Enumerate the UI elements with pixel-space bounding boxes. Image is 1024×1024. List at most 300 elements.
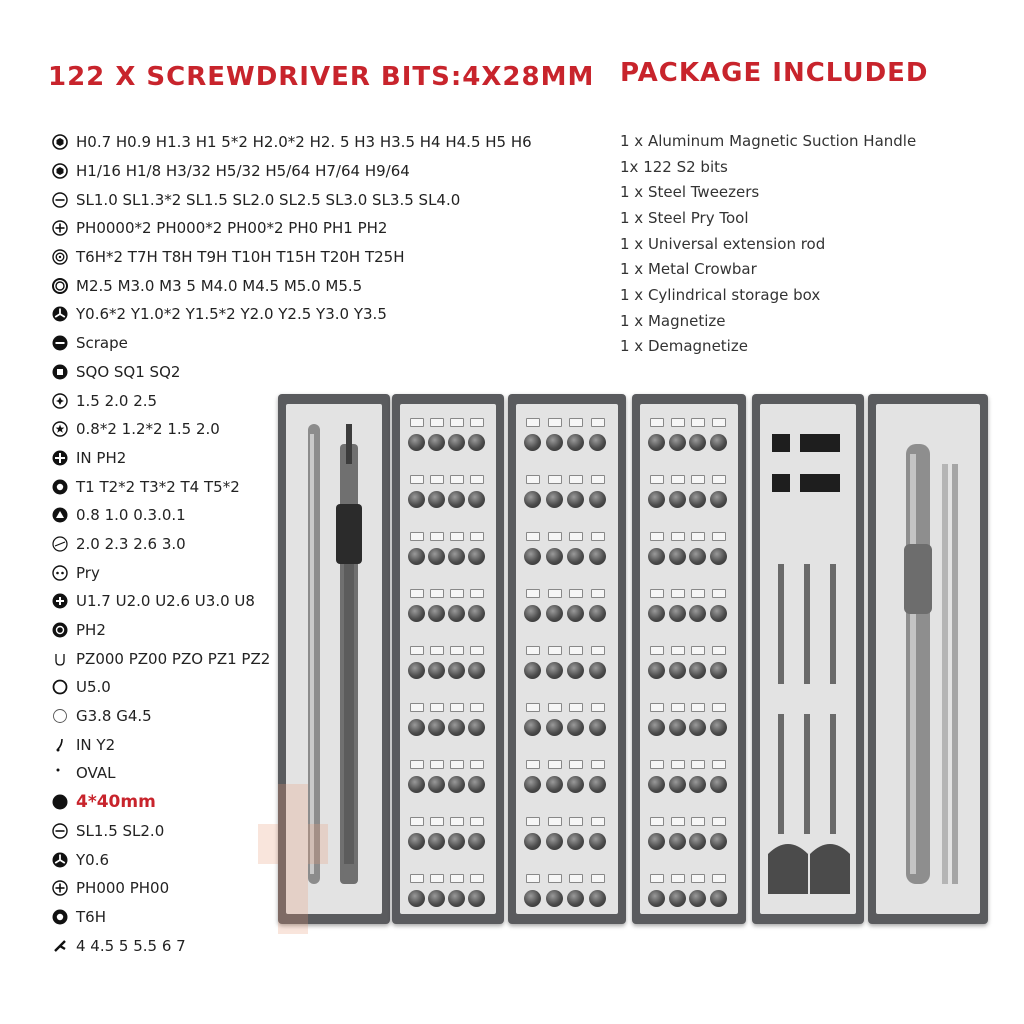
tri-wing-icon bbox=[52, 852, 68, 868]
bit-type-text: U5.0 bbox=[76, 678, 111, 697]
bit-slot bbox=[669, 605, 686, 622]
bit-label-slot bbox=[430, 475, 444, 484]
bit-slot bbox=[524, 605, 541, 622]
bit-slot bbox=[408, 719, 425, 736]
bit-label-slot bbox=[470, 418, 484, 427]
bit-slot bbox=[567, 548, 584, 565]
bit-slot bbox=[448, 776, 465, 793]
bit-slot bbox=[710, 833, 727, 850]
kit-photo bbox=[278, 386, 998, 946]
bit-slot bbox=[428, 833, 445, 850]
nut-icon bbox=[52, 278, 68, 294]
bit-slot bbox=[428, 719, 445, 736]
bit-slot bbox=[710, 890, 727, 907]
bit-slot bbox=[689, 833, 706, 850]
bit-label-slot bbox=[450, 589, 464, 598]
bit-type-text: PH0000*2 PH000*2 PH00*2 PH0 PH1 PH2 bbox=[76, 219, 388, 238]
bit-slot bbox=[648, 605, 665, 622]
bit-label-slot bbox=[671, 817, 685, 826]
star-icon bbox=[52, 421, 68, 437]
bit-label-slot bbox=[526, 475, 540, 484]
bit-label-slot bbox=[691, 475, 705, 484]
bit-slot bbox=[689, 434, 706, 451]
watermark-icon bbox=[258, 784, 328, 934]
bit-label-slot bbox=[671, 874, 685, 883]
bit-slot bbox=[448, 605, 465, 622]
package-list bbox=[620, 128, 916, 359]
bit-type-text: Y0.6 bbox=[76, 850, 110, 869]
bit-slot bbox=[689, 776, 706, 793]
bit-label-slot bbox=[569, 760, 583, 769]
bit-type-text: PZ000 PZ00 PZO PZ1 PZ2 bbox=[76, 649, 271, 668]
bit-label-slot bbox=[569, 703, 583, 712]
bit-label-slot bbox=[526, 532, 540, 541]
bit-label-slot bbox=[712, 475, 726, 484]
tri-wing-icon bbox=[52, 306, 68, 322]
bit-label-slot bbox=[650, 418, 664, 427]
bit-type-text: SQO SQ1 SQ2 bbox=[76, 362, 181, 381]
bit-slot bbox=[428, 662, 445, 679]
bit-type-text: 4 4.5 5 5.5 6 7 bbox=[76, 936, 186, 955]
package-item: 1 x Magnetize bbox=[620, 311, 726, 330]
bit-label-slot bbox=[691, 760, 705, 769]
bit-type-text: G3.8 G4.5 bbox=[76, 707, 152, 726]
bit-slot bbox=[524, 776, 541, 793]
torx-icon bbox=[52, 909, 68, 925]
bit-label-slot bbox=[526, 817, 540, 826]
bit-label-slot bbox=[712, 874, 726, 883]
bit-slot bbox=[546, 833, 563, 850]
package-item: 1 x Cylindrical storage box bbox=[620, 285, 821, 304]
bit-label-slot bbox=[548, 760, 562, 769]
tray-handle bbox=[876, 404, 980, 914]
bit-label-slot bbox=[650, 874, 664, 883]
bit-type-row bbox=[52, 271, 592, 300]
bit-label-slot bbox=[430, 817, 444, 826]
bit-slot bbox=[689, 719, 706, 736]
bit-slot bbox=[408, 662, 425, 679]
bit-type-text: 0.8*2 1.2*2 1.5 2.0 bbox=[76, 420, 220, 439]
pry-icon bbox=[52, 565, 68, 581]
bit-label-slot bbox=[591, 475, 605, 484]
panel-handle bbox=[868, 394, 988, 924]
package-title: PACKAGE INCLUDED bbox=[620, 58, 929, 88]
bit-label-slot bbox=[691, 418, 705, 427]
bit-label-slot bbox=[650, 532, 664, 541]
bit-label-slot bbox=[470, 817, 484, 826]
bit-type-text: U1.7 U2.0 U2.6 U3.0 U8 bbox=[76, 592, 255, 611]
bit-label-slot bbox=[591, 646, 605, 655]
bit-label-slot bbox=[548, 475, 562, 484]
bit-slot bbox=[468, 662, 485, 679]
bit-label-slot bbox=[650, 703, 664, 712]
bit-type-text: OVAL bbox=[76, 764, 116, 783]
bit-slot bbox=[428, 434, 445, 451]
bit-label-slot bbox=[450, 760, 464, 769]
bit-type-row bbox=[52, 300, 592, 329]
bit-type-text: Scrape bbox=[76, 334, 128, 353]
bit-type-text: PH2 bbox=[76, 621, 106, 640]
panel-bits-2 bbox=[508, 394, 626, 924]
bit-slot bbox=[546, 491, 563, 508]
bit-slot bbox=[408, 605, 425, 622]
bit-slot bbox=[567, 491, 584, 508]
bit-slot bbox=[546, 434, 563, 451]
bit-slot bbox=[648, 662, 665, 679]
phillips-icon bbox=[52, 220, 68, 236]
bit-slot bbox=[546, 890, 563, 907]
bit-label-slot bbox=[650, 817, 664, 826]
bit-label-slot bbox=[526, 760, 540, 769]
bit-label-slot bbox=[548, 589, 562, 598]
bit-slot bbox=[669, 776, 686, 793]
bit-label-slot bbox=[569, 418, 583, 427]
bit-slot bbox=[648, 548, 665, 565]
cross-icon bbox=[52, 450, 68, 466]
bit-slot bbox=[589, 833, 606, 850]
bit-label-slot bbox=[410, 760, 424, 769]
bit-label-slot bbox=[450, 703, 464, 712]
wrench-icon bbox=[52, 938, 68, 954]
bit-label-slot bbox=[591, 874, 605, 883]
hex-icon bbox=[52, 163, 68, 179]
bit-label-slot bbox=[671, 532, 685, 541]
bit-label-slot bbox=[548, 646, 562, 655]
panel-bits-3 bbox=[632, 394, 746, 924]
bit-label-slot bbox=[526, 874, 540, 883]
bit-label-slot bbox=[671, 475, 685, 484]
bit-slot bbox=[546, 605, 563, 622]
u-shape-icon bbox=[52, 651, 68, 667]
bit-slot bbox=[710, 434, 727, 451]
bit-label-slot bbox=[410, 703, 424, 712]
bit-type-row bbox=[52, 128, 592, 157]
bit-label-slot bbox=[671, 589, 685, 598]
bit-label-slot bbox=[569, 475, 583, 484]
bit-slot bbox=[448, 833, 465, 850]
slotted-icon bbox=[52, 192, 68, 208]
bit-label-slot bbox=[526, 589, 540, 598]
phillips-icon bbox=[52, 880, 68, 896]
bit-label-slot bbox=[548, 532, 562, 541]
bit-label-slot bbox=[650, 646, 664, 655]
bit-slot bbox=[648, 890, 665, 907]
bit-slot bbox=[710, 719, 727, 736]
bit-label-slot bbox=[450, 874, 464, 883]
bit-label-slot bbox=[712, 817, 726, 826]
bit-slot bbox=[524, 833, 541, 850]
package-item: 1x 122 S2 bits bbox=[620, 157, 728, 176]
tray-bits-2 bbox=[516, 404, 618, 914]
bit-label-slot bbox=[548, 874, 562, 883]
bit-slot bbox=[648, 491, 665, 508]
torx-icon bbox=[52, 479, 68, 495]
bit-slot bbox=[648, 833, 665, 850]
bit-slot bbox=[589, 605, 606, 622]
bit-slot bbox=[428, 890, 445, 907]
dot-icon bbox=[52, 765, 68, 781]
bit-slot bbox=[448, 548, 465, 565]
bit-slot bbox=[669, 833, 686, 850]
bit-slot bbox=[589, 491, 606, 508]
package-item: 1 x Demagnetize bbox=[620, 337, 748, 356]
bit-type-row bbox=[52, 157, 592, 186]
bit-label-slot bbox=[410, 817, 424, 826]
bit-slot bbox=[468, 605, 485, 622]
bit-slot bbox=[408, 776, 425, 793]
bit-label-slot bbox=[450, 418, 464, 427]
bit-label-slot bbox=[569, 532, 583, 541]
bit-slot bbox=[648, 434, 665, 451]
bit-label-slot bbox=[430, 874, 444, 883]
package-item: 1 x Steel Tweezers bbox=[620, 183, 760, 202]
bit-slot bbox=[468, 548, 485, 565]
bit-slot bbox=[546, 662, 563, 679]
bit-slot bbox=[468, 491, 485, 508]
bit-slot bbox=[468, 890, 485, 907]
square-icon bbox=[52, 364, 68, 380]
u-bit-icon bbox=[52, 593, 68, 609]
bit-type-text: SL1.5 SL2.0 bbox=[76, 821, 165, 840]
bit-label-slot bbox=[591, 703, 605, 712]
bit-slot bbox=[689, 548, 706, 565]
package-item: 1 x Steel Pry Tool bbox=[620, 208, 749, 227]
bit-type-text: Pry bbox=[76, 563, 100, 582]
bit-slot bbox=[524, 662, 541, 679]
hex-icon bbox=[52, 134, 68, 150]
thin-ring-icon bbox=[52, 708, 68, 724]
bit-slot bbox=[648, 776, 665, 793]
bit-slot bbox=[669, 491, 686, 508]
filled-circle-icon bbox=[52, 794, 68, 810]
bit-slot bbox=[428, 548, 445, 565]
bit-slot bbox=[524, 719, 541, 736]
bit-label-slot bbox=[591, 418, 605, 427]
bit-label-slot bbox=[470, 703, 484, 712]
bit-label-slot bbox=[410, 475, 424, 484]
bit-type-text: T6H*2 T7H T8H T9H T10H T15H T20H T25H bbox=[76, 248, 405, 267]
bit-label-slot bbox=[410, 874, 424, 883]
bit-slot bbox=[648, 719, 665, 736]
bit-slot bbox=[408, 491, 425, 508]
bit-label-slot bbox=[712, 646, 726, 655]
bit-label-slot bbox=[650, 760, 664, 769]
bit-label-slot bbox=[671, 760, 685, 769]
bit-type-text: H1/16 H1/8 H3/32 H5/32 H5/64 H7/64 H9/64 bbox=[76, 162, 410, 181]
bit-slot bbox=[468, 776, 485, 793]
bit-slot bbox=[567, 890, 584, 907]
bit-slot bbox=[710, 776, 727, 793]
bit-label-slot bbox=[410, 418, 424, 427]
bit-slot bbox=[428, 491, 445, 508]
bit-label-slot bbox=[410, 532, 424, 541]
bit-label-slot bbox=[650, 589, 664, 598]
bit-type-text: T1 T2*2 T3*2 T4 T5*2 bbox=[76, 477, 240, 496]
bit-label-slot bbox=[526, 646, 540, 655]
bit-label-slot bbox=[548, 817, 562, 826]
bit-label-slot bbox=[410, 589, 424, 598]
curve-icon bbox=[52, 737, 68, 753]
bit-type-text: SL1.0 SL1.3*2 SL1.5 SL2.0 SL2.5 SL3.0 SL3.5 SL4.0 bbox=[76, 190, 461, 209]
bit-slot bbox=[710, 605, 727, 622]
bit-label-slot bbox=[691, 703, 705, 712]
bit-label-slot bbox=[591, 760, 605, 769]
package-item: 1 x Aluminum Magnetic Suction Handle bbox=[620, 131, 917, 150]
bit-slot bbox=[428, 605, 445, 622]
bit-type-text: 4*40mm bbox=[76, 792, 156, 813]
bit-label-slot bbox=[691, 532, 705, 541]
package-item: 1 x Metal Crowbar bbox=[620, 260, 757, 279]
bit-label-slot bbox=[526, 418, 540, 427]
bit-slot bbox=[567, 719, 584, 736]
bit-label-slot bbox=[548, 418, 562, 427]
bit-slot bbox=[710, 491, 727, 508]
bit-label-slot bbox=[410, 646, 424, 655]
bit-type-text: Y0.6*2 Y1.0*2 Y1.5*2 Y2.0 Y2.5 Y3.0 Y3.5 bbox=[76, 305, 387, 324]
bit-type-text: 0.8 1.0 0.3.0.1 bbox=[76, 506, 186, 525]
bit-label-slot bbox=[526, 703, 540, 712]
bit-slot bbox=[669, 548, 686, 565]
bit-label-slot bbox=[430, 418, 444, 427]
bit-label-slot bbox=[691, 817, 705, 826]
bit-label-slot bbox=[691, 646, 705, 655]
bit-slot bbox=[524, 548, 541, 565]
bit-slot bbox=[710, 662, 727, 679]
bit-label-slot bbox=[569, 589, 583, 598]
bit-slot bbox=[448, 491, 465, 508]
bit-label-slot bbox=[671, 703, 685, 712]
bit-slot bbox=[448, 662, 465, 679]
bit-slot bbox=[524, 434, 541, 451]
bit-type-row bbox=[52, 329, 592, 358]
triangle-icon bbox=[52, 507, 68, 523]
long-bits-icon bbox=[760, 404, 856, 914]
bit-slot bbox=[448, 434, 465, 451]
bit-label-slot bbox=[650, 475, 664, 484]
bit-label-slot bbox=[671, 646, 685, 655]
bit-slot bbox=[567, 833, 584, 850]
bit-slot bbox=[689, 890, 706, 907]
bit-slot bbox=[408, 434, 425, 451]
bit-slot bbox=[448, 890, 465, 907]
bit-slot bbox=[567, 605, 584, 622]
ph2-icon bbox=[52, 622, 68, 638]
bit-label-slot bbox=[591, 817, 605, 826]
bit-type-text: PH000 PH00 bbox=[76, 879, 170, 898]
bit-slot bbox=[689, 491, 706, 508]
tray-bits-1 bbox=[400, 404, 496, 914]
bit-slot bbox=[589, 776, 606, 793]
bit-slot bbox=[546, 548, 563, 565]
bit-type-row bbox=[52, 243, 592, 272]
bit-label-slot bbox=[712, 760, 726, 769]
bit-label-slot bbox=[450, 532, 464, 541]
bit-slot bbox=[669, 434, 686, 451]
bit-slot bbox=[524, 890, 541, 907]
bit-label-slot bbox=[470, 532, 484, 541]
bit-slot bbox=[567, 662, 584, 679]
bit-slot bbox=[710, 548, 727, 565]
bit-slot bbox=[546, 719, 563, 736]
bit-label-slot bbox=[430, 589, 444, 598]
bit-slot bbox=[669, 719, 686, 736]
bit-slot bbox=[669, 890, 686, 907]
bit-label-slot bbox=[430, 646, 444, 655]
bit-slot bbox=[589, 434, 606, 451]
tray-precision-bits bbox=[760, 404, 856, 914]
bit-slot bbox=[689, 605, 706, 622]
bit-slot bbox=[468, 719, 485, 736]
bit-label-slot bbox=[691, 874, 705, 883]
bit-label-slot bbox=[430, 703, 444, 712]
bit-label-slot bbox=[548, 703, 562, 712]
bit-slot bbox=[524, 491, 541, 508]
bit-slot bbox=[468, 833, 485, 850]
bit-label-slot bbox=[712, 532, 726, 541]
bit-label-slot bbox=[470, 874, 484, 883]
bit-label-slot bbox=[569, 646, 583, 655]
pentalobe-icon bbox=[52, 393, 68, 409]
bit-label-slot bbox=[430, 760, 444, 769]
bit-label-slot bbox=[712, 589, 726, 598]
bit-label-slot bbox=[712, 703, 726, 712]
bit-label-slot bbox=[569, 874, 583, 883]
slotted-icon bbox=[52, 823, 68, 839]
bit-type-text: 1.5 2.0 2.5 bbox=[76, 391, 158, 410]
bit-type-row bbox=[52, 358, 592, 387]
bit-slot bbox=[408, 890, 425, 907]
bit-slot bbox=[428, 776, 445, 793]
bit-type-text: H0.7 H0.9 H1.3 H1 5*2 H2.0*2 H2. 5 H3 H3.5 H4 H4.5 H5 H6 bbox=[76, 133, 532, 152]
bit-type-text: T6H bbox=[76, 907, 106, 926]
ring-icon bbox=[52, 679, 68, 695]
bit-slot bbox=[589, 662, 606, 679]
bit-label-slot bbox=[691, 589, 705, 598]
bit-label-slot bbox=[591, 532, 605, 541]
bit-type-row bbox=[52, 214, 592, 243]
bit-slot bbox=[567, 776, 584, 793]
bit-label-slot bbox=[569, 817, 583, 826]
bit-slot bbox=[689, 662, 706, 679]
bit-label-slot bbox=[591, 589, 605, 598]
bit-slot bbox=[589, 548, 606, 565]
bit-label-slot bbox=[450, 817, 464, 826]
tray-bits-3 bbox=[640, 404, 738, 914]
panel-bits-1 bbox=[392, 394, 504, 924]
bit-type-text: IN Y2 bbox=[76, 735, 116, 754]
torx-security-icon bbox=[52, 249, 68, 265]
bit-slot bbox=[408, 548, 425, 565]
bit-type-text: IN PH2 bbox=[76, 448, 127, 467]
bit-label-slot bbox=[470, 475, 484, 484]
bits-title: 122 X SCREWDRIVER BITS:4X28MM bbox=[48, 62, 595, 92]
circle-slot-icon bbox=[52, 536, 68, 552]
bit-slot bbox=[408, 833, 425, 850]
bit-label-slot bbox=[712, 418, 726, 427]
bit-type-row bbox=[52, 185, 592, 214]
bit-label-slot bbox=[470, 760, 484, 769]
panel-precision-bits bbox=[752, 394, 864, 924]
bit-label-slot bbox=[470, 646, 484, 655]
bit-slot bbox=[546, 776, 563, 793]
bit-slot bbox=[589, 719, 606, 736]
bit-label-slot bbox=[450, 475, 464, 484]
bit-slot bbox=[669, 662, 686, 679]
bit-type-text: M2.5 M3.0 M3 5 M4.0 M4.5 M5.0 M5.5 bbox=[76, 276, 363, 295]
bit-slot bbox=[448, 719, 465, 736]
handle-icon bbox=[876, 404, 980, 914]
bit-label-slot bbox=[671, 418, 685, 427]
